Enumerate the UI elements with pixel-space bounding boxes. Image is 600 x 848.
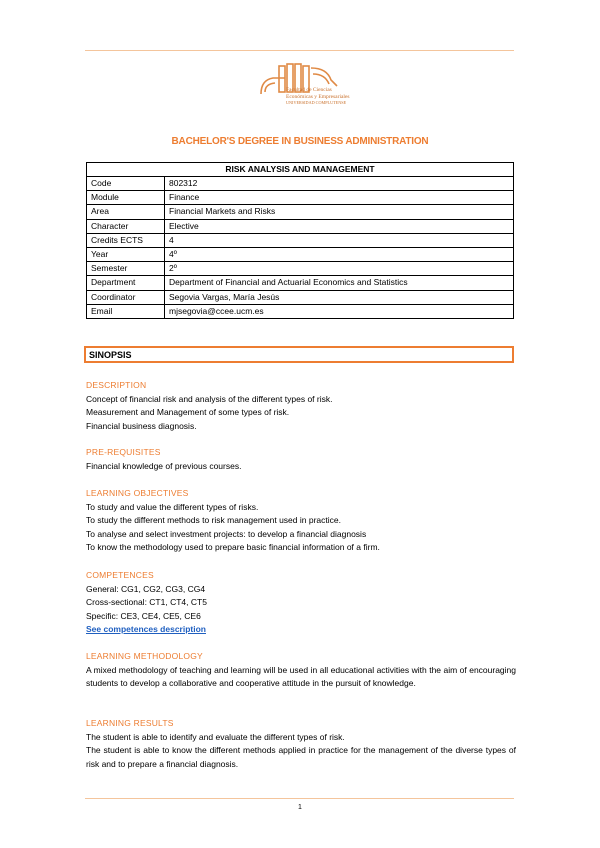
objective-line: To know the methodology used to prepare basic financial information of a firm. xyxy=(86,542,380,552)
page-number: 1 xyxy=(298,804,302,811)
results-section xyxy=(86,717,516,771)
course-title: RISK ANALYSIS AND MANAGEMENT xyxy=(87,163,514,177)
results-line: The student is able to know the different methods applied in practice for the management of the diverse types of risk and to prepare a financial diagnosis. xyxy=(86,745,516,769)
header-rule xyxy=(85,50,514,51)
competence-line: General: CG1, CG2, CG3, CG4 xyxy=(86,583,206,594)
description-heading: DESCRIPTION xyxy=(86,380,147,390)
table-row xyxy=(87,191,514,205)
prerequisites-line: Financial knowledge of previous courses. xyxy=(86,460,242,471)
row-key: Coordinator xyxy=(87,290,165,304)
sinopsis-header xyxy=(84,346,514,363)
row-value: Elective xyxy=(165,219,514,233)
row-value: 4º xyxy=(165,247,514,261)
results-heading: LEARNING RESULTS xyxy=(86,718,174,728)
logo-line: Económicas y Empresariales xyxy=(286,93,350,100)
competence-line: Specific: CE3, CE4, CE5, CE6 xyxy=(86,610,201,621)
row-value: 4 xyxy=(165,233,514,247)
row-value: Financial Markets and Risks xyxy=(165,205,514,219)
description-line: Financial business diagnosis. xyxy=(86,420,197,431)
methodology-section xyxy=(86,650,516,691)
sinopsis-label: SINOPSIS xyxy=(89,350,132,360)
objectives-section xyxy=(86,487,516,555)
row-value: Department of Financial and Actuarial Economics and Statistics xyxy=(165,276,514,290)
table-row xyxy=(87,262,514,276)
course-info-table xyxy=(86,162,514,319)
table-row xyxy=(87,177,514,191)
logo-line: Facultad de Ciencias xyxy=(286,87,332,93)
results-line: The student is able to identify and evaluate the different types of risk. xyxy=(86,731,345,742)
description-line: Concept of financial risk and analysis of the different types of risk. xyxy=(86,393,333,404)
table-row xyxy=(87,290,514,304)
competence-line: Cross-sectional: CT1, CT4, CT5 xyxy=(86,597,207,607)
row-value: 802312 xyxy=(165,177,514,191)
prerequisites-section xyxy=(86,446,516,473)
objective-line: To study and value the different types of risks. xyxy=(86,501,259,512)
row-key: Module xyxy=(87,191,165,205)
objectives-heading: LEARNING OBJECTIVES xyxy=(86,488,189,498)
description-line: Measurement and Management of some types of risk. xyxy=(86,407,290,417)
table-row xyxy=(87,205,514,219)
table-row xyxy=(87,219,514,233)
description-section xyxy=(86,379,516,433)
row-key: Character xyxy=(87,219,165,233)
objective-line: To analyse and select investment projects: to develop a financial diagnosis xyxy=(86,528,367,539)
competences-section xyxy=(86,569,516,637)
competences-heading: COMPETENCES xyxy=(86,570,154,580)
footer-rule xyxy=(85,798,514,799)
objective-line: To study the different methods to risk management used in practice. xyxy=(86,515,341,525)
row-key: Department xyxy=(87,276,165,290)
row-value: mjsegovia@ccee.ucm.es xyxy=(165,304,514,318)
competences-description-link[interactable]: See competences description xyxy=(86,624,206,634)
prerequisites-heading: PRE-REQUISITES xyxy=(86,447,161,457)
row-key: Code xyxy=(87,177,165,191)
row-key: Email xyxy=(87,304,165,318)
table-row xyxy=(87,276,514,290)
row-value: Finance xyxy=(165,191,514,205)
faculty-logo-text xyxy=(286,87,350,107)
methodology-text: A mixed methodology of teaching and learning will be used in all educational activities with the aim of encouraging students to develop a collaborative and cooperative attitude in the pursuit of knowledge. xyxy=(86,664,516,688)
table-row xyxy=(87,304,514,318)
row-key: Area xyxy=(87,205,165,219)
degree-title: BACHELOR'S DEGREE IN BUSINESS ADMINISTRATION xyxy=(171,136,429,147)
logo-line: UNIVERSIDAD COMPLUTENSE xyxy=(286,100,347,105)
row-key: Year xyxy=(87,247,165,261)
row-key: Semester xyxy=(87,262,165,276)
table-row xyxy=(87,233,514,247)
methodology-heading: LEARNING METHODOLOGY xyxy=(86,651,203,661)
table-row xyxy=(87,247,514,261)
row-value: 2º xyxy=(165,262,514,276)
row-key: Credits ECTS xyxy=(87,233,165,247)
row-value: Segovia Vargas, María Jesús xyxy=(165,290,514,304)
